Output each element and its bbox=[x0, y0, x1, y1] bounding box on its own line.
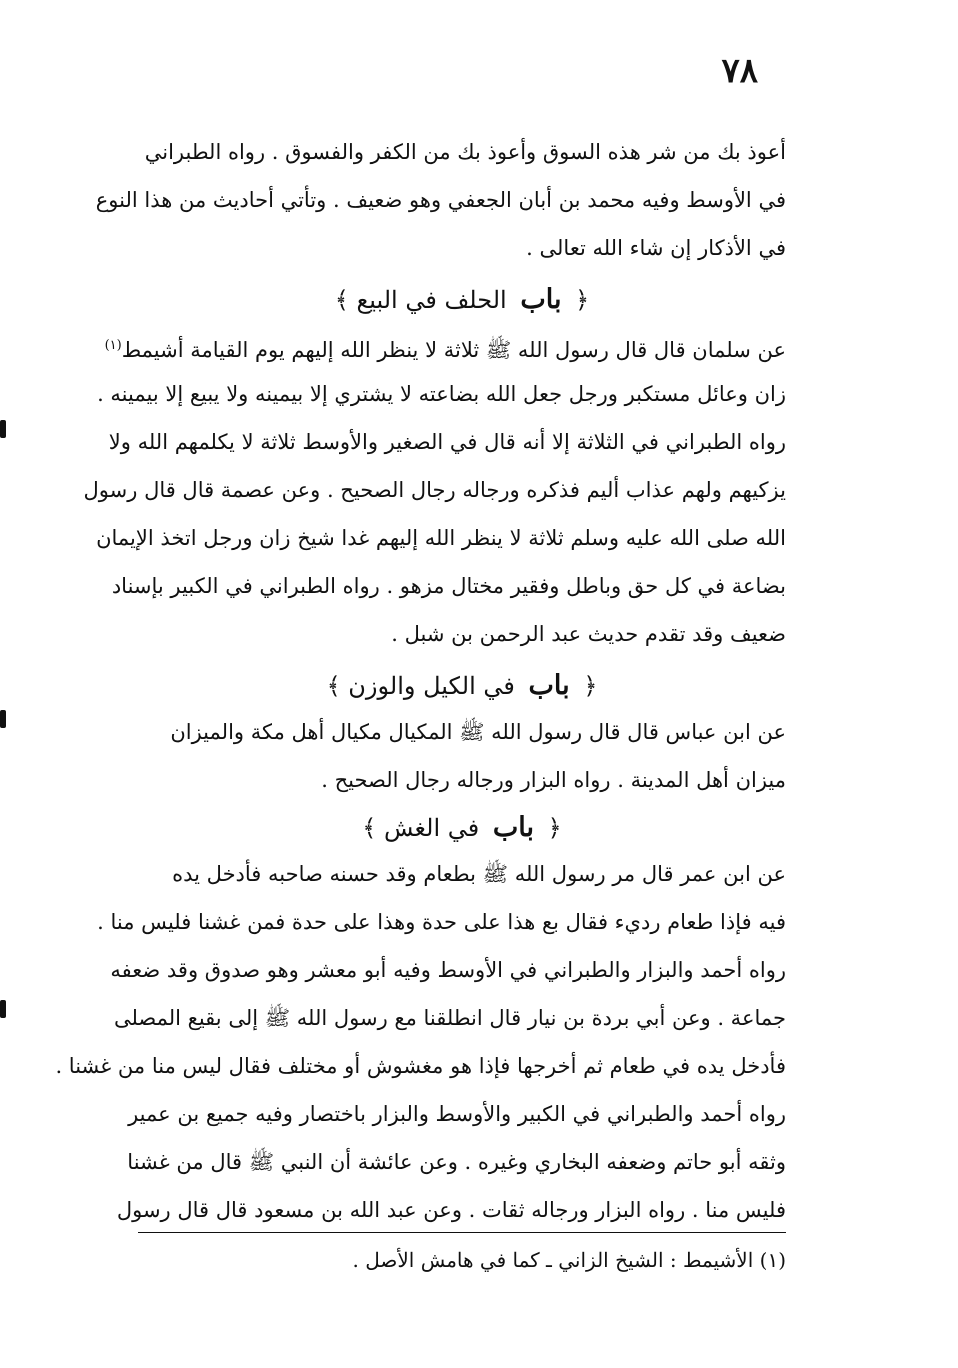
heading-close-bracket: ﴾ bbox=[362, 814, 377, 842]
heading-bab-label: باب bbox=[528, 670, 570, 701]
scan-margin-mark bbox=[0, 710, 6, 728]
text-line: الله صلى الله عليه وسلم ثلاثة لا ينظر الله إليهم غدا شيخ زان ورجل اتخذ الإيمان bbox=[96, 526, 786, 550]
text-line bbox=[104, 322, 786, 370]
text-line-content: عن سلمان قال قال رسول الله ﷺ ثلاثة لا ينظر الله إليهم يوم القيامة أشيمط bbox=[121, 338, 786, 362]
heading-open-bracket: ﴿ bbox=[583, 672, 598, 700]
text-line: رواه الطبراني في الثلاثة إلا أنه قال في الصغير والأوسط ثلاثة لا يكلمهم الله ولا bbox=[108, 430, 786, 454]
footnote: (١) الأشيمط : الشيخ الزاني ـ كما في هامش الأصل . bbox=[352, 1248, 786, 1272]
heading-open-bracket: ﴿ bbox=[575, 286, 590, 314]
text-line: ميزان أهل المدينة . رواه البزار ورجاله رجال الصحيح . bbox=[321, 768, 786, 792]
text-line: رواه أحمد والطبراني في الكبير والأوسط والبزار باختصار وفيه جميع بن عمير bbox=[128, 1102, 786, 1126]
text-line: عن ابن عباس قال قال رسول الله ﷺ المكيال مكيال أهل مكة والميزان bbox=[170, 720, 786, 744]
text-line: في الأذكار إن شاء الله تعالى . bbox=[526, 236, 786, 260]
paragraph-oath bbox=[83, 322, 786, 658]
text-line: فيه فإذا طعام رديء فقال بع هذا على حدة وهذا على حدة فمن غشنا فليس منا . bbox=[97, 910, 786, 934]
text-line: ضعيف وقد تقدم حديث عبد الرحمن بن شبل . bbox=[391, 622, 786, 646]
chapter-heading-fraud bbox=[138, 808, 786, 848]
chapter-heading-measure-weight bbox=[138, 666, 786, 706]
paragraph-fraud bbox=[55, 850, 786, 1234]
heading-title: في الغش bbox=[383, 814, 480, 842]
heading-open-bracket: ﴿ bbox=[547, 814, 562, 842]
text-line: فأدخل يده في طعام ثم أخرجها فإذا هو مغشوش أو مختلف فقال ليس منا من غشنا . bbox=[55, 1054, 786, 1078]
footnote-divider bbox=[138, 1232, 786, 1233]
text-line: جماعة . وعن أبي بردة بن نيار قال انطلقنا مع رسول الله ﷺ إلى بقيع المصلى bbox=[113, 1006, 786, 1030]
text-line: بضاعة في كل حق وباطل وفقير مختال مزهو . رواه الطبراني في الكبير بإسناد bbox=[111, 574, 786, 598]
footnote-reference: (١) bbox=[104, 338, 122, 353]
scan-margin-mark bbox=[0, 1000, 6, 1018]
text-line: رواه أحمد والبزار والطبراني في الأوسط وفيه أبو معشر وهو صدوق وقد ضعفه bbox=[110, 958, 786, 982]
text-line: عن ابن عمر قال مر رسول الله ﷺ بطعام وقد حسنه صاحبه فأدخل يده bbox=[172, 862, 786, 886]
text-line: أعوذ بك من شر هذه السوق وأعوذ بك من الكفر والفسوق . رواه الطبراني bbox=[144, 140, 786, 164]
text-line: يزكيهم ولهم عذاب أليم فذكره ورجاله رجال الصحيح . وعن عصمة قال قال رسول bbox=[83, 478, 786, 502]
text-line: زان وعائل مستكبر ورجل جعل الله بضاعته لا يشتري إلا بيمينه ولا يبيع إلا بيمينه . bbox=[97, 382, 786, 406]
page-number: ٧٨ bbox=[721, 51, 758, 91]
paragraph-measure bbox=[138, 708, 786, 804]
text-line: فليس منا . رواه البزار ورجاله ثقات . وعن عبد الله بن مسعود قال قال رسول bbox=[116, 1198, 786, 1222]
scan-margin-mark bbox=[0, 420, 6, 438]
paragraph-intro bbox=[95, 128, 786, 272]
heading-bab-label: باب bbox=[520, 284, 562, 315]
heading-close-bracket: ﴾ bbox=[334, 286, 349, 314]
text-line: وثقه أبو حاتم وضعفه البخاري وغيره . وعن عائشة أن النبي ﷺ قال من غشنا bbox=[127, 1150, 786, 1174]
heading-close-bracket: ﴾ bbox=[326, 672, 341, 700]
heading-bab-label: باب bbox=[492, 812, 535, 843]
text-line: في الأوسط وفيه محمد بن أبان الجعفي وهو ضعيف . وتأتي أحاديث من هذا النوع bbox=[95, 188, 786, 212]
chapter-heading-oath-in-sale bbox=[138, 280, 786, 320]
heading-title: في الكيل والوزن bbox=[348, 672, 515, 700]
heading-title: الحلف في البيع bbox=[356, 286, 507, 314]
